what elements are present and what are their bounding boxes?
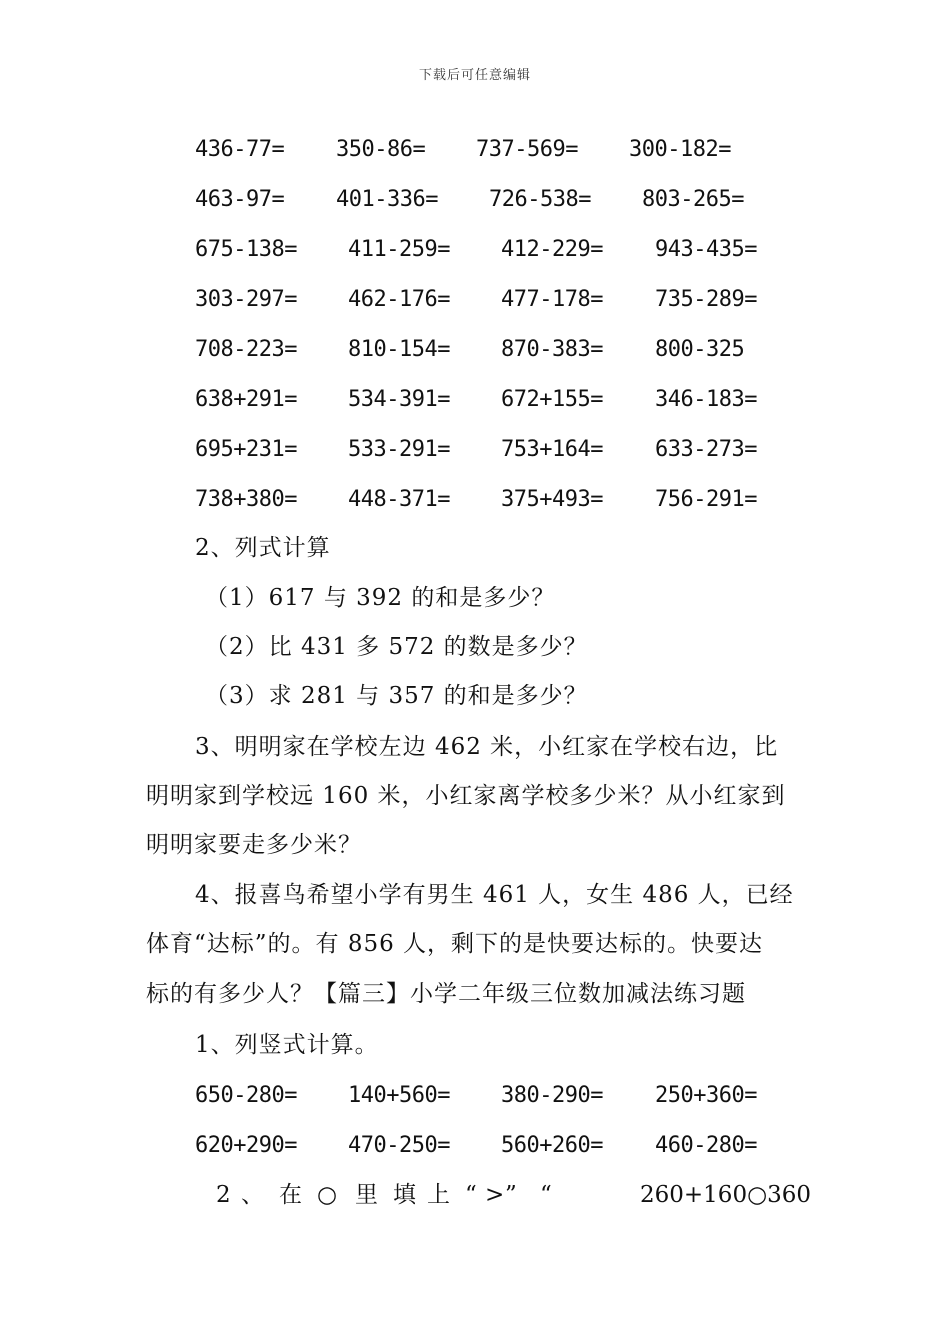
arithmetic-problem: 448-371= [348, 487, 450, 512]
arithmetic-problem: 463-97= [195, 187, 285, 212]
word-question-3: （3）求 281 与 357 的和是多少？ [205, 683, 588, 709]
compare-char: > [485, 1182, 505, 1208]
arithmetic-problem: 411-259= [348, 237, 450, 262]
problem-3-line-3: 明明家要走多少米？ [146, 832, 362, 858]
arithmetic-problem: 638+291= [195, 387, 297, 412]
arithmetic-problem: 633-273= [655, 437, 757, 462]
compare-char: ” [505, 1182, 517, 1208]
arithmetic-problem: 943-435= [655, 237, 757, 262]
arithmetic-problem: 460-280= [655, 1133, 757, 1158]
arithmetic-problem: 737-569= [476, 137, 578, 162]
arithmetic-problem: 726-538= [489, 187, 591, 212]
arithmetic-problem: 380-290= [501, 1083, 603, 1108]
problem-4-line-3: 标的有多少人？【篇三】小学二年级三位数加减法练习题 [146, 981, 746, 1007]
problem-3-line-2: 明明家到学校远 160 米，小红家离学校多少米？从小红家到 [146, 783, 786, 809]
problem-4-line-1: 4、报喜鸟希望小学有男生 461 人，女生 486 人，已经 [195, 882, 794, 908]
arithmetic-problem: 462-176= [348, 287, 450, 312]
arithmetic-problem: 412-229= [501, 237, 603, 262]
compare-char: “ [465, 1182, 477, 1208]
arithmetic-problem: 756-291= [655, 487, 757, 512]
arithmetic-problem: 375+493= [501, 487, 603, 512]
arithmetic-problem: 800-325 [655, 337, 745, 362]
word-question-2: （2）比 431 多 572 的数是多少？ [205, 634, 588, 660]
arithmetic-problem: 753+164= [501, 437, 603, 462]
compare-expression: 260+160○360 [640, 1182, 812, 1208]
arithmetic-problem: 695+231= [195, 437, 297, 462]
compare-char: 2 [216, 1182, 231, 1208]
arithmetic-problem: 650-280= [195, 1083, 297, 1108]
arithmetic-problem: 560+260= [501, 1133, 603, 1158]
arithmetic-problem: 803-265= [642, 187, 744, 212]
problem-4-line-2: 体育“达标”的。有 856 人，剩下的是快要达标的。快要达 [146, 931, 764, 957]
arithmetic-problem: 346-183= [655, 387, 757, 412]
arithmetic-problem: 350-86= [336, 137, 426, 162]
arithmetic-problem: 436-77= [195, 137, 285, 162]
compare-char: 里 [355, 1182, 378, 1208]
compare-char: “ [540, 1182, 552, 1208]
page-header: 下载后可任意编辑 [418, 68, 531, 83]
arithmetic-problem: 401-336= [336, 187, 438, 212]
arithmetic-problem: 300-182= [629, 137, 731, 162]
vertical-calc-title: 1、列竖式计算。 [195, 1032, 379, 1058]
arithmetic-problem: 534-391= [348, 387, 450, 412]
arithmetic-problem: 533-291= [348, 437, 450, 462]
arithmetic-problem: 870-383= [501, 337, 603, 362]
arithmetic-problem: 675-138= [195, 237, 297, 262]
arithmetic-problem: 735-289= [655, 287, 757, 312]
arithmetic-problem: 738+380= [195, 487, 297, 512]
arithmetic-problem: 620+290= [195, 1133, 297, 1158]
arithmetic-problem: 708-223= [195, 337, 297, 362]
arithmetic-problem: 303-297= [195, 287, 297, 312]
compare-char: 填 [393, 1182, 416, 1208]
word-question-1: （1）617 与 392 的和是多少？ [205, 585, 556, 611]
compare-char: ○ [317, 1182, 338, 1208]
problem-3-line-1: 3、明明家在学校左边 462 米，小红家在学校右边，比 [195, 734, 779, 760]
compare-char: 在 [279, 1182, 302, 1208]
compare-char: 上 [427, 1182, 450, 1208]
arithmetic-problem: 477-178= [501, 287, 603, 312]
arithmetic-problem: 672+155= [501, 387, 603, 412]
compare-char: 、 [241, 1182, 264, 1208]
arithmetic-problem: 140+560= [348, 1083, 450, 1108]
arithmetic-problem: 810-154= [348, 337, 450, 362]
arithmetic-problem: 250+360= [655, 1083, 757, 1108]
arithmetic-problem: 470-250= [348, 1133, 450, 1158]
section-2-title: 2、列式计算 [195, 535, 331, 561]
